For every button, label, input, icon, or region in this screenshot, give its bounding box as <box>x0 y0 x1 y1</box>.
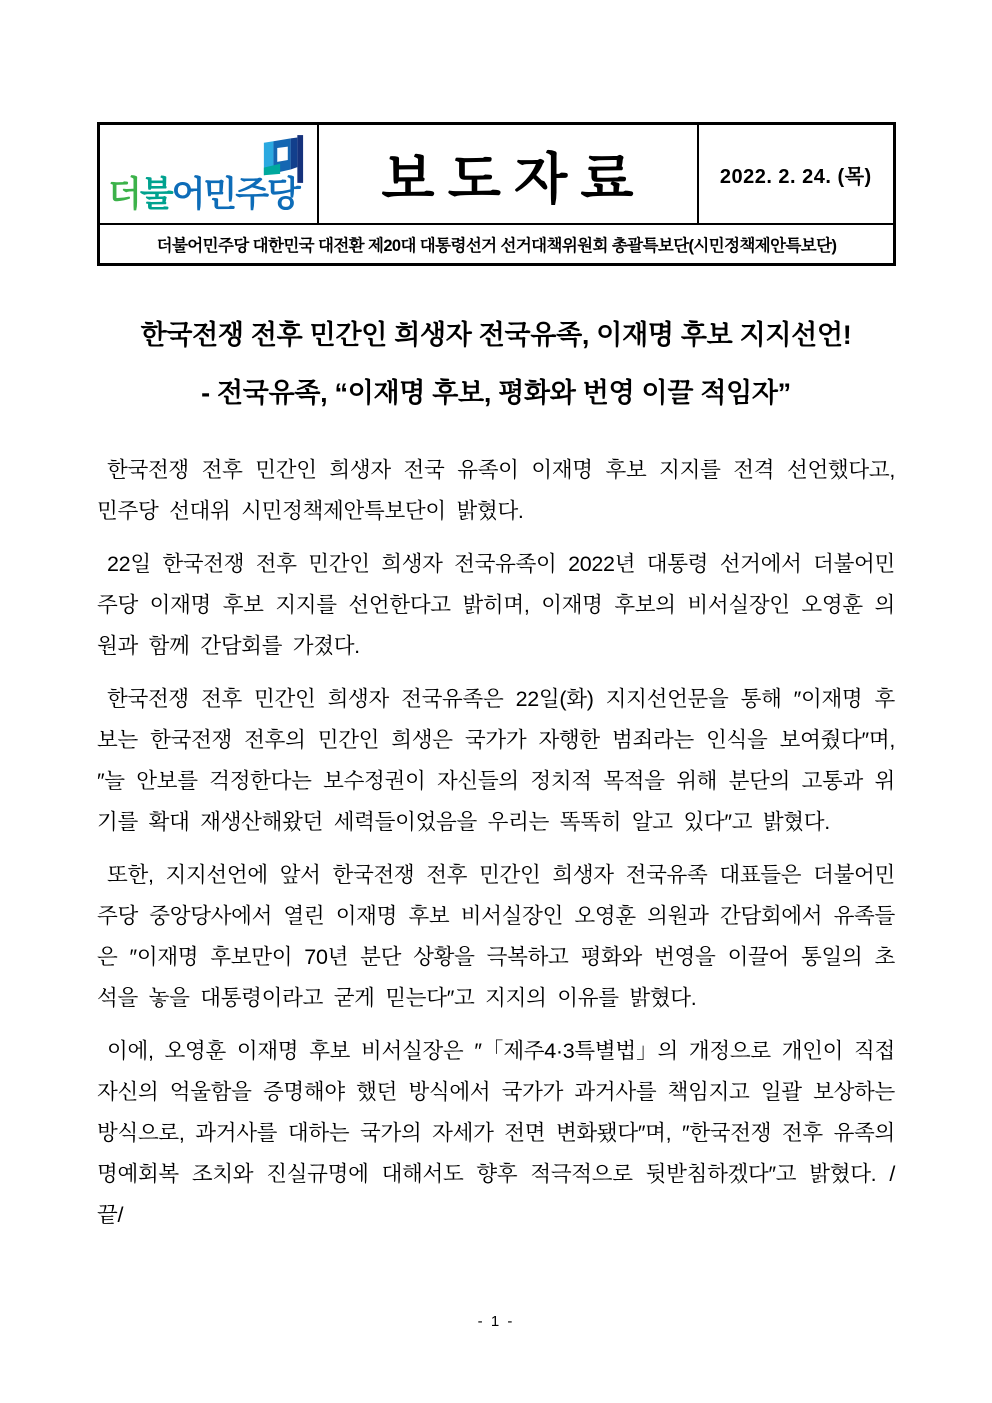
doc-date: 2022. 2. 24. (목) <box>719 165 872 188</box>
headline-line-2: - 전국유족, “이재명 후보, 평화와 번영 이끌 적임자” <box>201 377 791 408</box>
headline-line-1: 한국전쟁 전후 민간인 희생자 전국유족, 이재명 후보 지지선언! <box>140 319 852 350</box>
body-paragraph-5: 이에, 오영훈 이재명 후보 비서실장은 ″「제주4·3특별법」의 개정으로 개인이 직접 자신의 억울함을 증명해야 했던 방식에서 국가가 과거사를 책임지고 일괄 보상하는 방식으로, 과거사를 대하는 국가의 자세가 전면 변화됐다″며, ″한국전쟁 전후 유족의 명예회복 조치와 진실규명에 대해서도 향후 적극적으로 뒷받침하겠다″고 밝혔다. /끝/ <box>97 1038 895 1227</box>
logo-cell <box>99 124 318 225</box>
body-paragraph-3: 한국전쟁 전후 민간인 희생자 전국유족은 22일(화) 지지선언문을 통해 ″이재명 후보는 한국전쟁 전후의 민간인 희생은 국가가 자행한 범죄라는 인식을 보여줬다″며, ″늘 안보를 걱정한다는 보수정권이 자신들의 정치적 목적을 위해 분단의 고통과 위기를 확대 재생산해왔던 세력들이었음을 우리는 똑똑히 알고 있다″고 밝혔다. <box>97 686 895 834</box>
headline <box>97 306 895 422</box>
party-logo-text <box>108 167 299 217</box>
doc-date-cell <box>698 124 895 225</box>
doc-title: 보도자료 <box>381 147 647 210</box>
doc-title-cell <box>318 124 698 225</box>
body-paragraph-4: 또한, 지지선언에 앞서 한국전쟁 전후 민간인 희생자 전국유족 대표들은 더불어민주당 중앙당사에서 열린 이재명 후보 비서실장인 오영훈 의원과 간담회에서 유족들은 ″이재명 후보만이 70년 분단 상황을 극복하고 평화와 번영을 이끌어 통일의 초석을 놓을 대통령이라고 굳게 믿는다″고 지지의 이유를 밝혔다. <box>97 862 895 1010</box>
body-paragraph-2: 22일 한국전쟁 전후 민간인 희생자 전국유족이 2022년 대통령 선거에서 더불어민주당 이재명 후보 지지를 선언한다고 밝히며, 이재명 후보의 비서실장인 오영훈 의원과 함께 간담회를 가졌다. <box>97 551 895 658</box>
logo-char-bul: 불 <box>139 175 172 214</box>
header-row-top <box>99 124 895 225</box>
body-paragraph-1: 한국전쟁 전후 민간인 희생자 전국 유족이 이재명 후보 지지를 전격 선언했다고, 민주당 선대위 시민정책제안특보단이 밝혔다. <box>97 457 895 523</box>
body-text <box>97 450 895 1236</box>
logo-chars-minjudang: 어민주당 <box>171 175 299 214</box>
header-table <box>97 122 896 266</box>
page-number: - 1 - <box>477 1313 515 1330</box>
issuing-org-subtitle: 더불어민주당 대한민국 대전환 제20대 대통령선거 선거대책위원회 총괄특보단(시민정책제안특보단) <box>99 224 895 264</box>
party-logo <box>100 125 317 223</box>
logo-char-deo: 더 <box>108 175 140 214</box>
header-row-bottom <box>99 224 895 264</box>
